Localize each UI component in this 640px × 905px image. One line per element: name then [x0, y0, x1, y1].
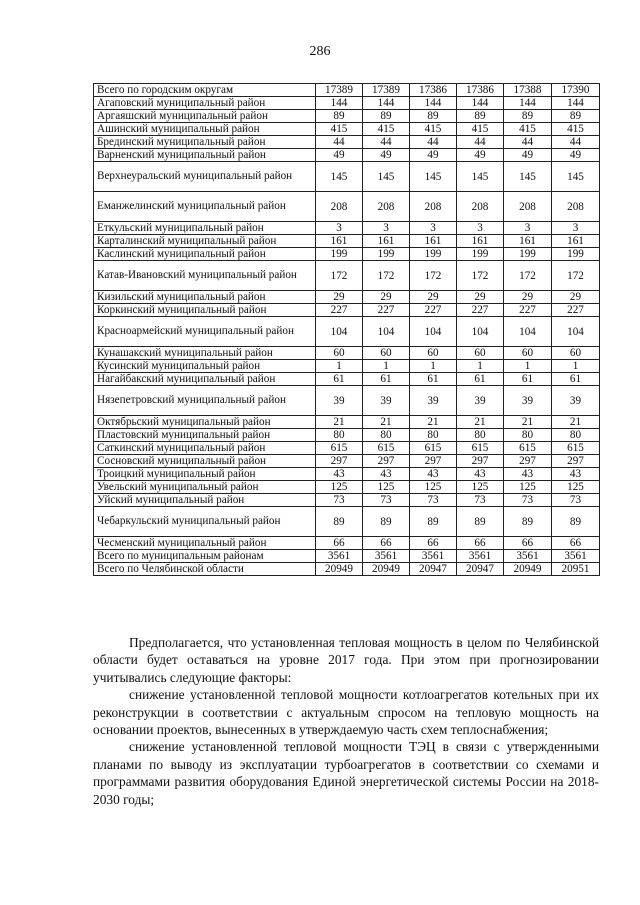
table-row	[94, 537, 600, 550]
value-cell: 29	[410, 291, 457, 304]
value-cell: 21	[504, 416, 552, 429]
value-cell: 20949	[504, 563, 552, 576]
value-cell: 161	[552, 235, 600, 248]
value-cell: 125	[552, 481, 600, 494]
value-cell: 73	[457, 494, 504, 507]
row-label: Кунашакский муниципальный район	[94, 347, 316, 360]
value-cell: 161	[410, 235, 457, 248]
value-cell: 49	[457, 149, 504, 162]
value-cell: 1	[457, 360, 504, 373]
value-cell: 39	[363, 386, 410, 416]
table-row	[94, 149, 600, 162]
value-cell: 3561	[410, 550, 457, 563]
row-label: Уйский муниципальный район	[94, 494, 316, 507]
value-cell: 615	[504, 442, 552, 455]
row-label: Кусинский муниципальный район	[94, 360, 316, 373]
value-cell: 89	[410, 110, 457, 123]
value-cell: 60	[552, 347, 600, 360]
value-cell: 17386	[410, 84, 457, 97]
value-cell: 21	[457, 416, 504, 429]
value-cell: 89	[504, 110, 552, 123]
row-label: Коркинский муниципальный район	[94, 304, 316, 317]
table-row	[94, 442, 600, 455]
value-cell: 17388	[504, 84, 552, 97]
table-row	[94, 429, 600, 442]
value-cell: 227	[363, 304, 410, 317]
paragraph: Предполагается, что установленная тепловая мощность в целом по Челябинской области будет оставаться на уровне 2017 года. При этом при прогнозировании учитывались следующие факторы:	[93, 635, 599, 685]
value-cell: 199	[363, 248, 410, 261]
value-cell: 20949	[363, 563, 410, 576]
value-cell: 161	[316, 235, 363, 248]
value-cell: 60	[410, 347, 457, 360]
value-cell: 60	[363, 347, 410, 360]
value-cell: 39	[457, 386, 504, 416]
table-row	[94, 97, 600, 110]
table-row	[94, 386, 600, 416]
value-cell: 89	[552, 507, 600, 537]
value-cell: 17389	[363, 84, 410, 97]
table-row	[94, 494, 600, 507]
row-label: Троицкий муниципальный район	[94, 468, 316, 481]
value-cell: 3	[552, 222, 600, 235]
value-cell: 80	[552, 429, 600, 442]
value-cell: 80	[457, 429, 504, 442]
value-cell: 3	[504, 222, 552, 235]
value-cell: 172	[552, 261, 600, 291]
value-cell: 80	[363, 429, 410, 442]
value-cell: 66	[457, 537, 504, 550]
value-cell: 89	[552, 110, 600, 123]
value-cell: 44	[410, 136, 457, 149]
table-row	[94, 481, 600, 494]
value-cell: 3	[363, 222, 410, 235]
value-cell: 227	[504, 304, 552, 317]
value-cell: 208	[410, 192, 457, 222]
value-cell: 415	[504, 123, 552, 136]
value-cell: 44	[504, 136, 552, 149]
value-cell: 66	[410, 537, 457, 550]
value-cell: 125	[410, 481, 457, 494]
value-cell: 3	[316, 222, 363, 235]
row-label: Брединский муниципальный район	[94, 136, 316, 149]
value-cell: 89	[504, 507, 552, 537]
table-row	[94, 222, 600, 235]
row-label: Катав-Ивановский муниципальный район	[94, 261, 316, 291]
table-row	[94, 123, 600, 136]
value-cell: 20947	[457, 563, 504, 576]
value-cell: 43	[316, 468, 363, 481]
value-cell: 227	[410, 304, 457, 317]
value-cell: 104	[316, 317, 363, 347]
body-text	[93, 634, 599, 808]
value-cell: 227	[316, 304, 363, 317]
value-cell: 172	[316, 261, 363, 291]
row-label: Всего по городским округам	[94, 84, 316, 97]
row-label: Всего по муниципальным районам	[94, 550, 316, 563]
table-row	[94, 317, 600, 347]
page-number: 286	[309, 44, 331, 59]
value-cell: 199	[410, 248, 457, 261]
value-cell: 125	[316, 481, 363, 494]
row-label: Всего по Челябинской области	[94, 563, 316, 576]
value-cell: 145	[316, 162, 363, 192]
value-cell: 297	[552, 455, 600, 468]
value-cell: 297	[316, 455, 363, 468]
value-cell: 208	[363, 192, 410, 222]
heat-capacity-table	[93, 83, 600, 576]
value-cell: 61	[363, 373, 410, 386]
value-cell: 615	[363, 442, 410, 455]
value-cell: 66	[504, 537, 552, 550]
row-label: Кизильский муниципальный район	[94, 291, 316, 304]
table-row	[94, 468, 600, 481]
value-cell: 66	[552, 537, 600, 550]
row-label: Нязепетровский муниципальный район	[94, 386, 316, 416]
value-cell: 43	[410, 468, 457, 481]
value-cell: 20951	[552, 563, 600, 576]
value-cell: 61	[552, 373, 600, 386]
value-cell: 43	[457, 468, 504, 481]
value-cell: 61	[504, 373, 552, 386]
table-row	[94, 261, 600, 291]
value-cell: 415	[552, 123, 600, 136]
value-cell: 104	[504, 317, 552, 347]
value-cell: 415	[363, 123, 410, 136]
value-cell: 80	[410, 429, 457, 442]
value-cell: 73	[504, 494, 552, 507]
value-cell: 20947	[410, 563, 457, 576]
value-cell: 144	[363, 97, 410, 110]
table-row	[94, 110, 600, 123]
value-cell: 144	[552, 97, 600, 110]
table-row	[94, 136, 600, 149]
value-cell: 29	[457, 291, 504, 304]
value-cell: 21	[552, 416, 600, 429]
value-cell: 615	[410, 442, 457, 455]
value-cell: 66	[363, 537, 410, 550]
table-row	[94, 416, 600, 429]
value-cell: 615	[316, 442, 363, 455]
value-cell: 44	[316, 136, 363, 149]
table-row	[94, 162, 600, 192]
value-cell: 89	[363, 507, 410, 537]
paragraph: снижение установленной тепловой мощности котлоагрегатов котельных при их реконструкции в соответствии с актуальным спросом на тепловую мощность на основании проектов, вынесенных в утверждаемую часть схем теплоснабжения;	[93, 687, 599, 738]
table-row	[94, 373, 600, 386]
value-cell: 161	[504, 235, 552, 248]
value-cell: 60	[504, 347, 552, 360]
value-cell: 49	[410, 149, 457, 162]
value-cell: 145	[457, 162, 504, 192]
value-cell: 80	[316, 429, 363, 442]
value-cell: 29	[504, 291, 552, 304]
value-cell: 1	[504, 360, 552, 373]
value-cell: 145	[504, 162, 552, 192]
value-cell: 21	[316, 416, 363, 429]
value-cell: 615	[457, 442, 504, 455]
value-cell: 415	[457, 123, 504, 136]
value-cell: 144	[316, 97, 363, 110]
value-cell: 44	[552, 136, 600, 149]
value-cell: 3	[410, 222, 457, 235]
value-cell: 208	[457, 192, 504, 222]
value-cell: 73	[552, 494, 600, 507]
value-cell: 60	[316, 347, 363, 360]
row-label: Каслинский муниципальный район	[94, 248, 316, 261]
value-cell: 3561	[316, 550, 363, 563]
value-cell: 415	[410, 123, 457, 136]
value-cell: 615	[552, 442, 600, 455]
value-cell: 73	[316, 494, 363, 507]
row-label: Еманжелинский муниципальный район	[94, 192, 316, 222]
value-cell: 49	[316, 149, 363, 162]
value-cell: 1	[363, 360, 410, 373]
value-cell: 208	[316, 192, 363, 222]
row-label: Увельский муниципальный район	[94, 481, 316, 494]
value-cell: 66	[316, 537, 363, 550]
value-cell: 29	[363, 291, 410, 304]
row-label: Саткинский муниципальный район	[94, 442, 316, 455]
value-cell: 161	[457, 235, 504, 248]
value-cell: 208	[552, 192, 600, 222]
paragraph: снижение установленной тепловой мощности ТЭЦ в связи с утвержденными планами по выводу из эксплуатации турбоагрегатов в соответствии со схемами и программами развития оборудования Единой энергетической системы России на 2018-2030 годы;	[93, 739, 599, 807]
table-row	[94, 455, 600, 468]
value-cell: 199	[457, 248, 504, 261]
value-cell: 1	[410, 360, 457, 373]
value-cell: 73	[363, 494, 410, 507]
table-row	[94, 192, 600, 222]
value-cell: 80	[504, 429, 552, 442]
row-label: Еткульский муниципальный район	[94, 222, 316, 235]
value-cell: 89	[316, 507, 363, 537]
value-cell: 29	[552, 291, 600, 304]
value-cell: 3561	[457, 550, 504, 563]
row-label: Карталинский муниципальный район	[94, 235, 316, 248]
value-cell: 39	[410, 386, 457, 416]
value-cell: 199	[504, 248, 552, 261]
value-cell: 104	[363, 317, 410, 347]
value-cell: 60	[457, 347, 504, 360]
value-cell: 17390	[552, 84, 600, 97]
value-cell: 297	[504, 455, 552, 468]
value-cell: 17386	[457, 84, 504, 97]
row-label: Верхнеуральский муниципальный район	[94, 162, 316, 192]
row-label: Октябрьский муниципальный район	[94, 416, 316, 429]
value-cell: 227	[457, 304, 504, 317]
value-cell: 297	[457, 455, 504, 468]
value-cell: 21	[363, 416, 410, 429]
table-row	[94, 563, 600, 576]
row-label: Красноармейский муниципальный район	[94, 317, 316, 347]
value-cell: 145	[552, 162, 600, 192]
value-cell: 144	[504, 97, 552, 110]
value-cell: 61	[316, 373, 363, 386]
value-cell: 39	[504, 386, 552, 416]
row-label: Чебаркульский муниципальный район	[94, 507, 316, 537]
value-cell: 29	[316, 291, 363, 304]
row-label: Чесменский муниципальный район	[94, 537, 316, 550]
value-cell: 43	[504, 468, 552, 481]
value-cell: 125	[363, 481, 410, 494]
table-row	[94, 304, 600, 317]
value-cell: 172	[457, 261, 504, 291]
value-cell: 145	[410, 162, 457, 192]
value-cell: 3561	[504, 550, 552, 563]
table-row	[94, 507, 600, 537]
value-cell: 297	[410, 455, 457, 468]
row-label: Ашинский муниципальный район	[94, 123, 316, 136]
value-cell: 89	[316, 110, 363, 123]
value-cell: 145	[363, 162, 410, 192]
value-cell: 89	[457, 507, 504, 537]
value-cell: 20949	[316, 563, 363, 576]
row-label: Пластовский муниципальный район	[94, 429, 316, 442]
value-cell: 161	[363, 235, 410, 248]
value-cell: 125	[457, 481, 504, 494]
value-cell: 49	[363, 149, 410, 162]
value-cell: 73	[410, 494, 457, 507]
value-cell: 49	[504, 149, 552, 162]
value-cell: 61	[457, 373, 504, 386]
value-cell: 199	[552, 248, 600, 261]
value-cell: 89	[457, 110, 504, 123]
value-cell: 49	[552, 149, 600, 162]
row-label: Варненский муниципальный район	[94, 149, 316, 162]
value-cell: 39	[552, 386, 600, 416]
value-cell: 172	[363, 261, 410, 291]
value-cell: 44	[457, 136, 504, 149]
value-cell: 172	[410, 261, 457, 291]
value-cell: 415	[316, 123, 363, 136]
table-row	[94, 347, 600, 360]
row-label: Нагайбакский муниципальный район	[94, 373, 316, 386]
value-cell: 172	[504, 261, 552, 291]
table-row	[94, 360, 600, 373]
table-row	[94, 235, 600, 248]
table-row	[94, 248, 600, 261]
value-cell: 1	[316, 360, 363, 373]
value-cell: 17389	[316, 84, 363, 97]
value-cell: 39	[316, 386, 363, 416]
value-cell: 199	[316, 248, 363, 261]
table-row	[94, 84, 600, 97]
value-cell: 3561	[363, 550, 410, 563]
table-row	[94, 550, 600, 563]
value-cell: 61	[410, 373, 457, 386]
row-label: Аргаяшский муниципальный район	[94, 110, 316, 123]
table-body	[94, 84, 600, 576]
value-cell: 125	[504, 481, 552, 494]
value-cell: 144	[410, 97, 457, 110]
value-cell: 89	[410, 507, 457, 537]
value-cell: 144	[457, 97, 504, 110]
value-cell: 43	[552, 468, 600, 481]
value-cell: 297	[363, 455, 410, 468]
value-cell: 104	[457, 317, 504, 347]
value-cell: 104	[552, 317, 600, 347]
value-cell: 44	[363, 136, 410, 149]
value-cell: 3561	[552, 550, 600, 563]
value-cell: 21	[410, 416, 457, 429]
row-label: Агаповский муниципальный район	[94, 97, 316, 110]
value-cell: 3	[457, 222, 504, 235]
value-cell: 104	[410, 317, 457, 347]
table-row	[94, 291, 600, 304]
row-label: Сосновский муниципальный район	[94, 455, 316, 468]
value-cell: 43	[363, 468, 410, 481]
value-cell: 208	[504, 192, 552, 222]
value-cell: 227	[552, 304, 600, 317]
value-cell: 89	[363, 110, 410, 123]
value-cell: 1	[552, 360, 600, 373]
